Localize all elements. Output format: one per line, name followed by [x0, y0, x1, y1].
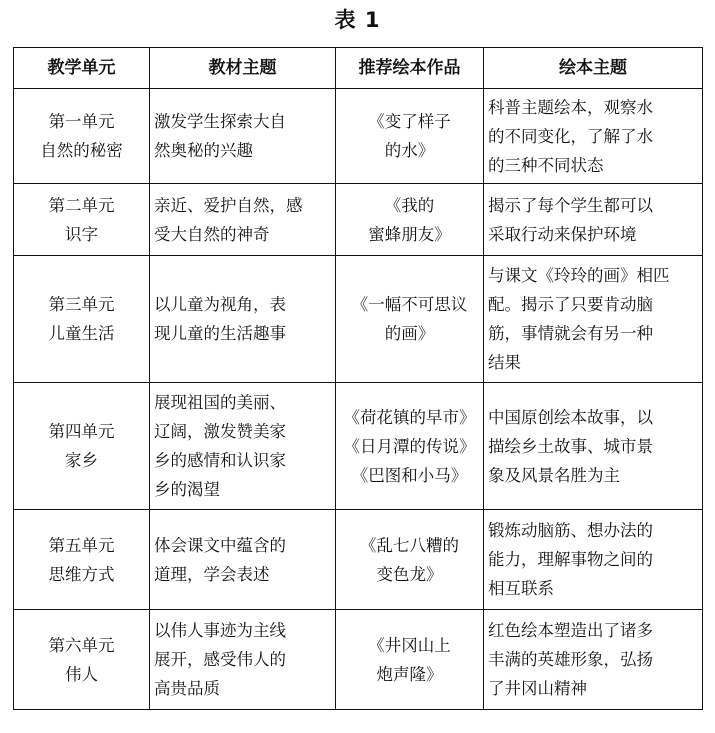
cell-text-line: 描绘乡土故事、城市景: [488, 436, 653, 456]
teaching-unit-cell: [14, 256, 150, 383]
cell-text-line: 第五单元: [48, 535, 115, 555]
cell-text-line: 中国原创绘本故事，以: [488, 407, 653, 427]
picture-book-table: [13, 47, 703, 710]
textbook-theme-cell: [150, 256, 336, 383]
cell-text-line: 的不同变化，了解了水: [488, 126, 653, 146]
textbook-theme-cell: [150, 89, 336, 184]
cell-text-line: 筋，事情就会有另一种: [488, 324, 653, 343]
cell-text-line: 锻炼动脑筋、想办法的: [488, 521, 653, 540]
cell-text-line: 展开，感受伟人的: [154, 650, 286, 669]
cell-text-line: 思维方式: [48, 564, 115, 584]
cell-text-line: 激发学生探索大自: [154, 112, 286, 131]
cell-text-line: 结果: [488, 353, 521, 372]
cell-text-line: 配。揭示了只要肯动脑: [488, 295, 653, 314]
table-row: [14, 184, 703, 256]
recommended-books-cell: [336, 510, 484, 610]
cell-text-line: 展现祖国的美丽、: [154, 393, 286, 412]
textbook-theme-cell: [150, 383, 336, 510]
cell-text-line: 红色绘本塑造出了诸多: [488, 621, 653, 640]
cell-text-line: 自然的秘密: [40, 141, 123, 160]
cell-text-line: 辽阔，激发赞美家: [154, 422, 286, 441]
table-row: [14, 610, 703, 710]
cell-text-line: 识字: [65, 224, 98, 244]
cell-text-line: 了井冈山精神: [488, 679, 587, 698]
book-theme-cell: [484, 184, 703, 256]
cell-text-line: 乡的渴望: [154, 480, 220, 499]
table-body: [14, 89, 703, 710]
cell-text-line: 相互联系: [488, 579, 554, 598]
cell-text-line: 现儿童的生活趣事: [154, 324, 286, 343]
cell-text-line: 体会课文中蕴含的: [154, 535, 286, 555]
cell-text-line: 《乱七八糟的: [360, 535, 459, 555]
cell-text-line: 象及风景名胜为主: [488, 465, 620, 485]
cell-text-line: 能力，理解事物之间的: [488, 550, 653, 569]
textbook-theme-cell: [150, 610, 336, 710]
table-row: [14, 256, 703, 383]
cell-text-line: 变色龙》: [376, 564, 443, 584]
header-row: [14, 48, 703, 89]
table-row: [14, 383, 703, 510]
cell-text-line: 揭示了每个学生都可以: [488, 195, 653, 215]
cell-text-line: 第六单元: [48, 635, 115, 655]
cell-text-line: 高贵品质: [154, 679, 220, 698]
book-theme-cell: [484, 610, 703, 710]
cell-text-line: 的水》: [384, 141, 435, 160]
cell-text-line: 《巴图和小马》: [351, 465, 468, 485]
cell-text-line: 《我的: [384, 195, 435, 215]
cell-text-line: 然奥秘的兴趣: [154, 141, 253, 160]
teaching-unit-cell: [14, 89, 150, 184]
cell-text-line: 家乡: [65, 451, 98, 470]
table-caption: 表 1: [334, 8, 381, 32]
cell-text-line: 《日月潭的传说》: [343, 436, 476, 456]
cell-text-line: 亲近、爱护自然，感: [154, 195, 303, 215]
cell-text-line: 炮声隆》: [376, 664, 443, 684]
header-recommended-books: 推荐绘本作品: [336, 48, 484, 89]
recommended-books-cell: [336, 184, 484, 256]
table-row: [14, 89, 703, 184]
cell-text-line: 《一幅不可思议: [351, 295, 468, 314]
teaching-unit-cell: [14, 184, 150, 256]
table-row: [14, 510, 703, 610]
book-theme-cell: [484, 510, 703, 610]
cell-text-line: 道理，学会表述: [154, 564, 270, 584]
cell-text-line: 《井冈山上: [368, 635, 451, 655]
teaching-unit-cell: [14, 610, 150, 710]
recommended-books-cell: [336, 610, 484, 710]
teaching-unit-cell: [14, 510, 150, 610]
cell-text-line: 以儿童为视角，表: [154, 295, 286, 314]
recommended-books-cell: [336, 89, 484, 184]
recommended-books-cell: [336, 256, 484, 383]
cell-text-line: 采取行动来保护环境: [488, 224, 637, 244]
cell-text-line: 蜜蜂朋友》: [368, 224, 451, 244]
cell-text-line: 儿童生活: [48, 324, 115, 343]
cell-text-line: 《荷花镇的早市》: [343, 407, 476, 427]
textbook-theme-cell: [150, 184, 336, 256]
cell-text-line: 第一单元: [48, 112, 115, 131]
cell-text-line: 的画》: [384, 324, 435, 343]
header-teaching-unit: 教学单元: [14, 48, 150, 89]
teaching-unit-cell: [14, 383, 150, 510]
cell-text-line: 受大自然的神奇: [154, 224, 270, 244]
recommended-books-cell: [336, 383, 484, 510]
cell-text-line: 丰满的英雄形象，弘扬: [488, 650, 653, 669]
cell-text-line: 伟人: [65, 664, 98, 684]
cell-text-line: 的三种不同状态: [488, 155, 604, 175]
cell-text-line: 《变了样子: [368, 112, 451, 131]
cell-text-line: 以伟人事迹为主线: [154, 621, 286, 640]
header-textbook-theme: 教材主题: [150, 48, 336, 89]
cell-text-line: 第二单元: [48, 195, 115, 215]
book-theme-cell: [484, 89, 703, 184]
book-theme-cell: [484, 256, 703, 383]
header-book-theme: 绘本主题: [484, 48, 703, 89]
book-theme-cell: [484, 383, 703, 510]
cell-text-line: 乡的感情和认识家: [154, 451, 286, 470]
cell-text-line: 第四单元: [48, 422, 115, 441]
cell-text-line: 科普主题绘本，观察水: [488, 97, 653, 117]
cell-text-line: 与课文《玲玲的画》相匹: [488, 266, 670, 285]
cell-text-line: 第三单元: [48, 295, 115, 314]
textbook-theme-cell: [150, 510, 336, 610]
